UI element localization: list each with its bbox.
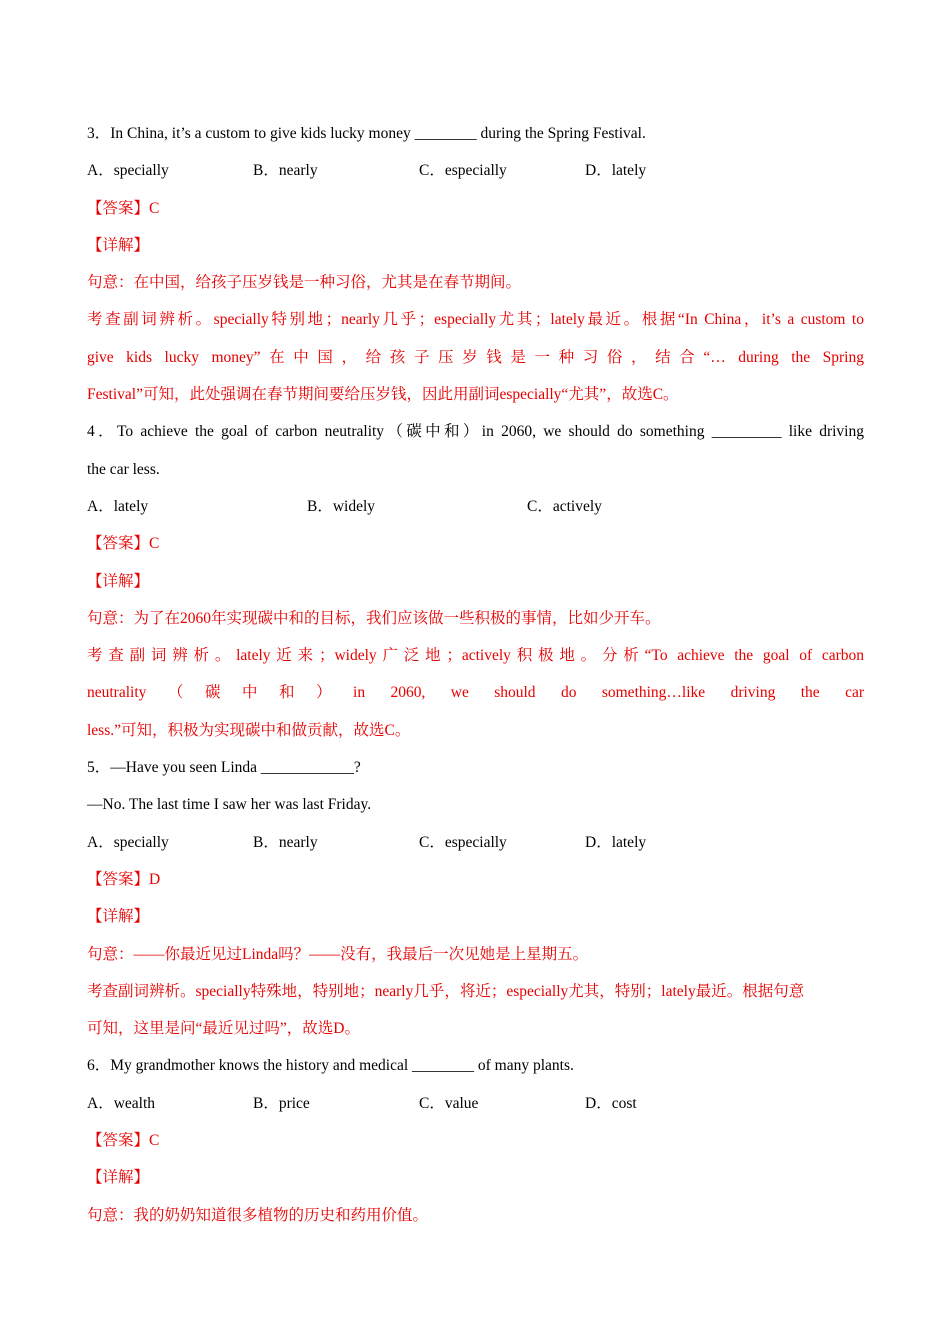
answer-label: 【答案】C (87, 1132, 160, 1150)
question-4-stem-continued: the car less. (87, 460, 160, 478)
question-5-response: —No. The last time I saw her was last Friday. (87, 796, 372, 814)
question-6-stem: 6．My grandmother knows the history and medical ________ of many plants. (87, 1057, 574, 1075)
detail-label: 【详解】 (87, 908, 150, 926)
sentence-meaning: 句意：在中国，给孩子压岁钱是一种习俗，尤其是在春节期间。 (87, 274, 522, 292)
detail-label: 【详解】 (87, 236, 150, 254)
option-b: B．nearly (253, 162, 318, 180)
answer-label: 【答案】D (87, 870, 161, 888)
option-c: C．especially (419, 162, 507, 180)
option-c: C．especially (419, 833, 507, 851)
answer-label: 【答案】C (87, 535, 160, 553)
question-4-stem: 4．To achieve the goal of carbon neutrality（碳中和）in 2060, we should do something _________ like driving (87, 423, 864, 441)
analysis-line: 可知，这里是问“最近见过吗”，故选D。 (87, 1020, 360, 1038)
option-a: A．specially (87, 162, 169, 180)
option-c: C．actively (527, 497, 602, 515)
option-d: D．lately (585, 833, 647, 851)
option-b: B．price (253, 1094, 310, 1112)
question-4-options (87, 488, 864, 525)
detail-label: 【详解】 (87, 1169, 150, 1187)
question-3-stem: 3．In China, it’s a custom to give kids lucky money ________ during the Spring Festival. (87, 125, 646, 142)
analysis-line: 考查副词辨析。specially特殊地，特别地；nearly几乎，将近；especially尤其，特别；lately最近。根据句意 (87, 982, 805, 1000)
analysis-line: give kids lucky money”在中国，给孩子压岁钱是一种习俗，结合“… during the Spring (87, 348, 864, 366)
option-a: A．lately (87, 497, 149, 515)
option-d: D．cost (585, 1094, 637, 1112)
option-b: B．widely (307, 497, 376, 515)
analysis-line: less.”可知，积极为实现碳中和做贡献，故选C。 (87, 721, 411, 739)
sentence-meaning: 句意：——你最近见过Linda吗？——没有，我最后一次见她是上星期五。 (87, 945, 589, 963)
option-a: A．specially (87, 833, 169, 851)
worksheet-page (87, 115, 864, 1234)
question-6-options (87, 1085, 864, 1122)
option-b: B．nearly (253, 833, 318, 851)
analysis-line: 考查副词辨析。lately近来；widely广泛地；actively积极地。分析“To achieve the goal of carbon (87, 647, 864, 665)
answer-label: 【答案】C (87, 199, 160, 217)
analysis-line: 考查副词辨析。specially特别地；nearly几乎；especially尤其；lately最近。根据“In China，it’s a custom to (87, 311, 864, 329)
sentence-meaning: 句意：为了在2060年实现碳中和的目标，我们应该做一些积极的事情，比如少开车。 (87, 609, 661, 627)
option-d: D．lately (585, 162, 647, 180)
sentence-meaning: 句意：我的奶奶知道很多植物的历史和药用价值。 (87, 1206, 429, 1224)
detail-label: 【详解】 (87, 572, 150, 590)
analysis-line: neutrality（碳中和）in 2060, we should do something…like driving the car (87, 684, 864, 702)
analysis-line: Festival”可知，此处强调在春节期间要给压岁钱，因此用副词especially“尤其”，故选C。 (87, 386, 679, 404)
option-a: A．wealth (87, 1094, 156, 1112)
option-c: C．value (419, 1094, 479, 1112)
question-5-options (87, 824, 864, 861)
question-3-options (87, 152, 864, 189)
question-5-stem: 5．—Have you seen Linda ____________? (87, 759, 361, 777)
